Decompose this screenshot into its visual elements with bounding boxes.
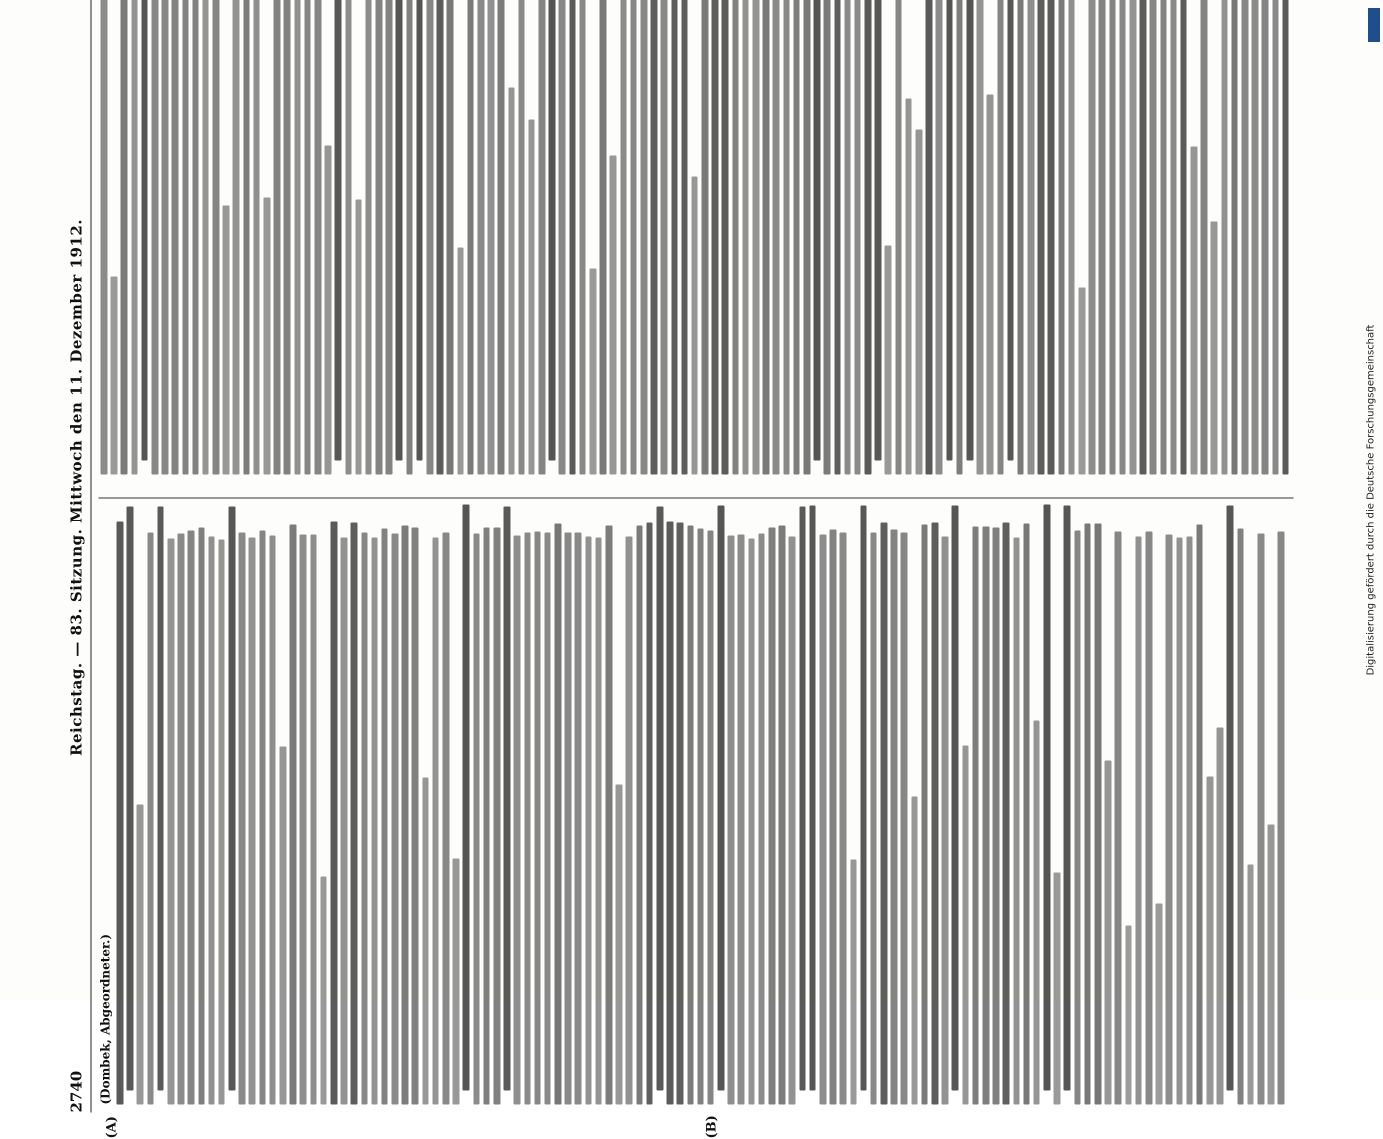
- right-column-text-lines: [101, 0, 1293, 475]
- text-line: [290, 525, 297, 1105]
- text-line: [1048, 0, 1055, 475]
- text-line: [921, 525, 928, 1105]
- text-line: [1044, 505, 1051, 1091]
- text-line: [844, 0, 851, 475]
- text-line: [249, 538, 256, 1105]
- text-line: [325, 146, 332, 475]
- rotated-newspaper-page: [65, 0, 1310, 1139]
- text-line: [280, 747, 287, 1105]
- text-line: [1237, 529, 1244, 1105]
- text-line: [432, 538, 439, 1105]
- text-line: [447, 0, 454, 475]
- text-line: [320, 877, 327, 1105]
- text-line: [269, 535, 276, 1104]
- text-line: [769, 527, 776, 1104]
- digitization-credit: [1363, 10, 1379, 990]
- text-line: [946, 0, 953, 461]
- text-line: [117, 521, 124, 1104]
- text-line: [443, 533, 450, 1105]
- text-line: [875, 0, 882, 461]
- text-line: [467, 0, 474, 475]
- text-line: [493, 528, 500, 1105]
- text-line: [748, 538, 755, 1104]
- text-line: [793, 0, 800, 475]
- text-line: [646, 523, 653, 1105]
- text-line: [1007, 0, 1014, 461]
- text-line: [208, 537, 215, 1105]
- text-line: [1247, 865, 1254, 1105]
- text-line: [702, 0, 709, 475]
- text-line: [162, 0, 169, 475]
- text-line: [865, 0, 872, 475]
- text-line: [341, 538, 348, 1105]
- text-line: [1242, 0, 1249, 475]
- text-line: [651, 0, 658, 475]
- text-line: [121, 0, 128, 475]
- text-line: [1129, 0, 1136, 475]
- text-line: [972, 527, 979, 1105]
- text-line: [814, 0, 821, 461]
- text-line: [1058, 0, 1065, 475]
- text-line: [620, 0, 627, 475]
- text-line: [406, 0, 413, 475]
- text-line: [355, 199, 362, 474]
- text-line: [681, 0, 688, 475]
- text-line: [518, 0, 525, 475]
- text-line: [783, 0, 790, 475]
- text-line: [626, 537, 633, 1105]
- text-line: [630, 0, 637, 475]
- text-line: [239, 533, 246, 1105]
- text-line: [671, 0, 678, 475]
- text-line: [335, 0, 342, 461]
- text-line: [956, 0, 963, 475]
- text-line: [640, 0, 647, 475]
- text-line: [1156, 904, 1163, 1105]
- text-line: [284, 0, 291, 475]
- text-line: [386, 0, 393, 475]
- text-line: [534, 532, 541, 1105]
- text-line: [789, 537, 796, 1105]
- text-line: [987, 95, 994, 475]
- text-line: [1176, 538, 1183, 1105]
- margin-mark-a: (A): [104, 1116, 120, 1139]
- text-line: [742, 0, 749, 475]
- text-line: [1272, 0, 1279, 475]
- text-line: [1135, 537, 1142, 1105]
- text-line: [661, 0, 668, 475]
- text-line: [477, 0, 484, 475]
- text-line: [656, 506, 663, 1090]
- text-line: [396, 0, 403, 461]
- text-line: [427, 0, 434, 475]
- text-line: [300, 535, 307, 1105]
- text-line: [936, 0, 943, 475]
- text-line: [600, 0, 607, 475]
- text-line: [147, 533, 154, 1105]
- text-line: [1145, 532, 1152, 1105]
- text-line: [860, 506, 867, 1091]
- text-line: [891, 529, 898, 1104]
- column-divider: [99, 498, 1294, 499]
- text-line: [188, 530, 195, 1104]
- text-line: [1079, 288, 1086, 475]
- text-line: [1054, 873, 1061, 1105]
- text-line: [127, 506, 134, 1090]
- text-line: [524, 533, 531, 1105]
- text-line: [259, 530, 266, 1104]
- text-line: [381, 529, 388, 1105]
- text-line: [213, 0, 220, 475]
- text-line: [718, 505, 725, 1090]
- text-line: [809, 506, 816, 1091]
- text-line: [895, 0, 902, 475]
- text-line: [294, 0, 301, 475]
- text-line: [330, 521, 337, 1104]
- text-line: [131, 0, 138, 475]
- text-line: [1201, 0, 1208, 475]
- dfg-logo: [1368, 8, 1380, 42]
- page-number: 2740: [67, 1070, 86, 1113]
- text-line: [182, 0, 189, 475]
- text-line: [137, 804, 144, 1104]
- text-line: [1023, 524, 1030, 1105]
- running-title: Reichstag. — 83. Sitzung. Mittwoch den 11. Dezember 1912.: [67, 219, 86, 756]
- text-line: [993, 528, 1000, 1105]
- text-line: [1282, 0, 1289, 475]
- text-line: [1186, 536, 1193, 1104]
- text-line: [402, 525, 409, 1104]
- text-line: [463, 505, 470, 1091]
- right-text-column: [99, 0, 1294, 483]
- text-line: [1038, 0, 1045, 475]
- text-line: [412, 528, 419, 1105]
- text-line: [803, 0, 810, 475]
- text-line: [697, 528, 704, 1104]
- text-line: [514, 536, 521, 1105]
- text-line: [559, 0, 566, 475]
- text-line: [636, 525, 643, 1104]
- text-line: [1115, 532, 1122, 1105]
- text-line: [763, 0, 770, 475]
- text-line: [712, 0, 719, 475]
- text-line: [1231, 0, 1238, 475]
- text-line: [850, 859, 857, 1104]
- text-line: [982, 527, 989, 1105]
- text-line: [824, 0, 831, 475]
- text-line: [885, 245, 892, 474]
- margin-mark-b: (B): [704, 1115, 720, 1139]
- text-line: [738, 535, 745, 1105]
- text-line: [457, 248, 464, 475]
- text-line: [1017, 0, 1024, 475]
- text-line: [151, 0, 158, 475]
- text-line: [229, 506, 236, 1090]
- text-line: [264, 198, 271, 475]
- text-line: [606, 526, 613, 1105]
- text-line: [508, 88, 515, 475]
- text-line: [498, 0, 505, 475]
- text-line: [1140, 0, 1147, 475]
- text-line: [1125, 925, 1132, 1104]
- text-line: [473, 533, 480, 1104]
- text-line: [916, 129, 923, 474]
- text-line: [667, 521, 674, 1104]
- text-line: [1099, 0, 1106, 475]
- text-line: [911, 797, 918, 1105]
- text-line: [881, 523, 888, 1105]
- text-line: [1064, 505, 1071, 1090]
- text-line: [677, 523, 684, 1105]
- text-line: [728, 536, 735, 1105]
- text-line: [416, 0, 423, 461]
- text-line: [1196, 525, 1203, 1105]
- text-line: [901, 532, 908, 1104]
- text-line: [1278, 532, 1285, 1105]
- text-line: [1074, 531, 1081, 1105]
- text-line: [952, 505, 959, 1090]
- text-line: [1089, 0, 1096, 475]
- text-line: [569, 0, 576, 475]
- text-line: [141, 0, 148, 461]
- text-line: [1068, 0, 1075, 475]
- text-line: [1191, 146, 1198, 474]
- text-line: [575, 533, 582, 1105]
- text-line: [422, 778, 429, 1105]
- left-text-column: [99, 515, 1294, 1113]
- text-line: [840, 533, 847, 1105]
- text-line: [172, 0, 179, 475]
- text-line: [997, 0, 1004, 475]
- text-line: [1170, 0, 1177, 475]
- text-line: [1207, 776, 1214, 1104]
- text-line: [1095, 523, 1102, 1104]
- speaker-label: (Dombek, Abgeordneter.): [98, 933, 113, 1105]
- text-line: [555, 523, 562, 1104]
- text-line: [111, 277, 118, 475]
- text-line: [371, 538, 378, 1105]
- text-line: [101, 0, 108, 475]
- text-line: [167, 539, 174, 1105]
- text-line: [830, 529, 837, 1104]
- text-line: [392, 534, 399, 1105]
- text-line: [1150, 0, 1157, 475]
- text-line: [610, 155, 617, 474]
- text-line: [345, 0, 352, 475]
- text-line: [773, 0, 780, 475]
- text-line: [691, 177, 698, 475]
- text-line: [834, 0, 841, 475]
- text-line: [192, 0, 199, 475]
- text-line: [453, 858, 460, 1104]
- text-line: [483, 527, 490, 1104]
- text-line: [1028, 0, 1035, 475]
- text-line: [549, 0, 556, 461]
- text-line: [799, 507, 806, 1091]
- text-line: [616, 785, 623, 1105]
- text-line: [233, 0, 240, 475]
- text-line: [253, 0, 260, 475]
- text-line: [932, 522, 939, 1104]
- text-line: [437, 0, 444, 475]
- text-line: [1211, 222, 1218, 475]
- text-line: [962, 745, 969, 1104]
- text-line: [202, 0, 209, 475]
- text-line: [1166, 535, 1173, 1105]
- text-line: [926, 0, 933, 475]
- text-line: [1180, 0, 1187, 475]
- text-line: [504, 507, 511, 1091]
- text-line: [361, 532, 368, 1104]
- text-line: [198, 527, 205, 1104]
- text-line: [274, 0, 281, 475]
- text-line: [732, 0, 739, 475]
- text-line: [1252, 0, 1259, 475]
- text-line: [539, 0, 546, 475]
- text-line: [565, 533, 572, 1105]
- text-line: [687, 526, 694, 1105]
- text-line: [351, 522, 358, 1104]
- text-line: [942, 537, 949, 1105]
- text-line: [488, 0, 495, 475]
- text-line: [243, 0, 250, 475]
- text-line: [590, 268, 597, 474]
- text-line: [819, 535, 826, 1105]
- text-line: [1105, 761, 1112, 1105]
- text-line: [707, 530, 714, 1104]
- text-line: [758, 534, 765, 1105]
- text-line: [1119, 0, 1126, 475]
- text-line: [544, 533, 551, 1105]
- text-line: [966, 0, 973, 461]
- text-line: [753, 0, 760, 475]
- text-line: [157, 507, 164, 1091]
- text-line: [1217, 727, 1224, 1104]
- text-line: [1013, 538, 1020, 1105]
- text-line: [722, 0, 729, 475]
- text-line: [585, 537, 592, 1105]
- text-line: [977, 0, 984, 475]
- text-line: [314, 0, 321, 475]
- text-line: [1221, 0, 1228, 475]
- text-line: [1003, 523, 1010, 1105]
- text-line: [1268, 825, 1275, 1105]
- text-line: [218, 539, 225, 1104]
- text-line: [854, 0, 861, 475]
- text-line: [870, 532, 877, 1104]
- text-line: [304, 0, 311, 475]
- text-line: [528, 119, 535, 474]
- text-line: [905, 99, 912, 475]
- left-column-text-lines: [117, 519, 1289, 1105]
- text-line: [376, 0, 383, 475]
- text-line: [1227, 506, 1234, 1091]
- text-line: [365, 0, 372, 475]
- text-line: [1084, 524, 1091, 1105]
- text-line: [1258, 534, 1265, 1105]
- page-header: [65, 0, 92, 1113]
- text-line: [1109, 0, 1116, 475]
- text-line: [1262, 0, 1269, 475]
- text-line: [595, 538, 602, 1105]
- text-line: [223, 205, 230, 474]
- text-line: [1033, 720, 1040, 1104]
- credit-text: Digitalisierung gefördert durch die Deutsche Forschungsgemeinschaft: [1365, 324, 1377, 676]
- text-line: [579, 0, 586, 475]
- text-line: [310, 535, 317, 1105]
- text-line: [1160, 0, 1167, 475]
- text-line: [178, 533, 185, 1104]
- text-line: [779, 526, 786, 1105]
